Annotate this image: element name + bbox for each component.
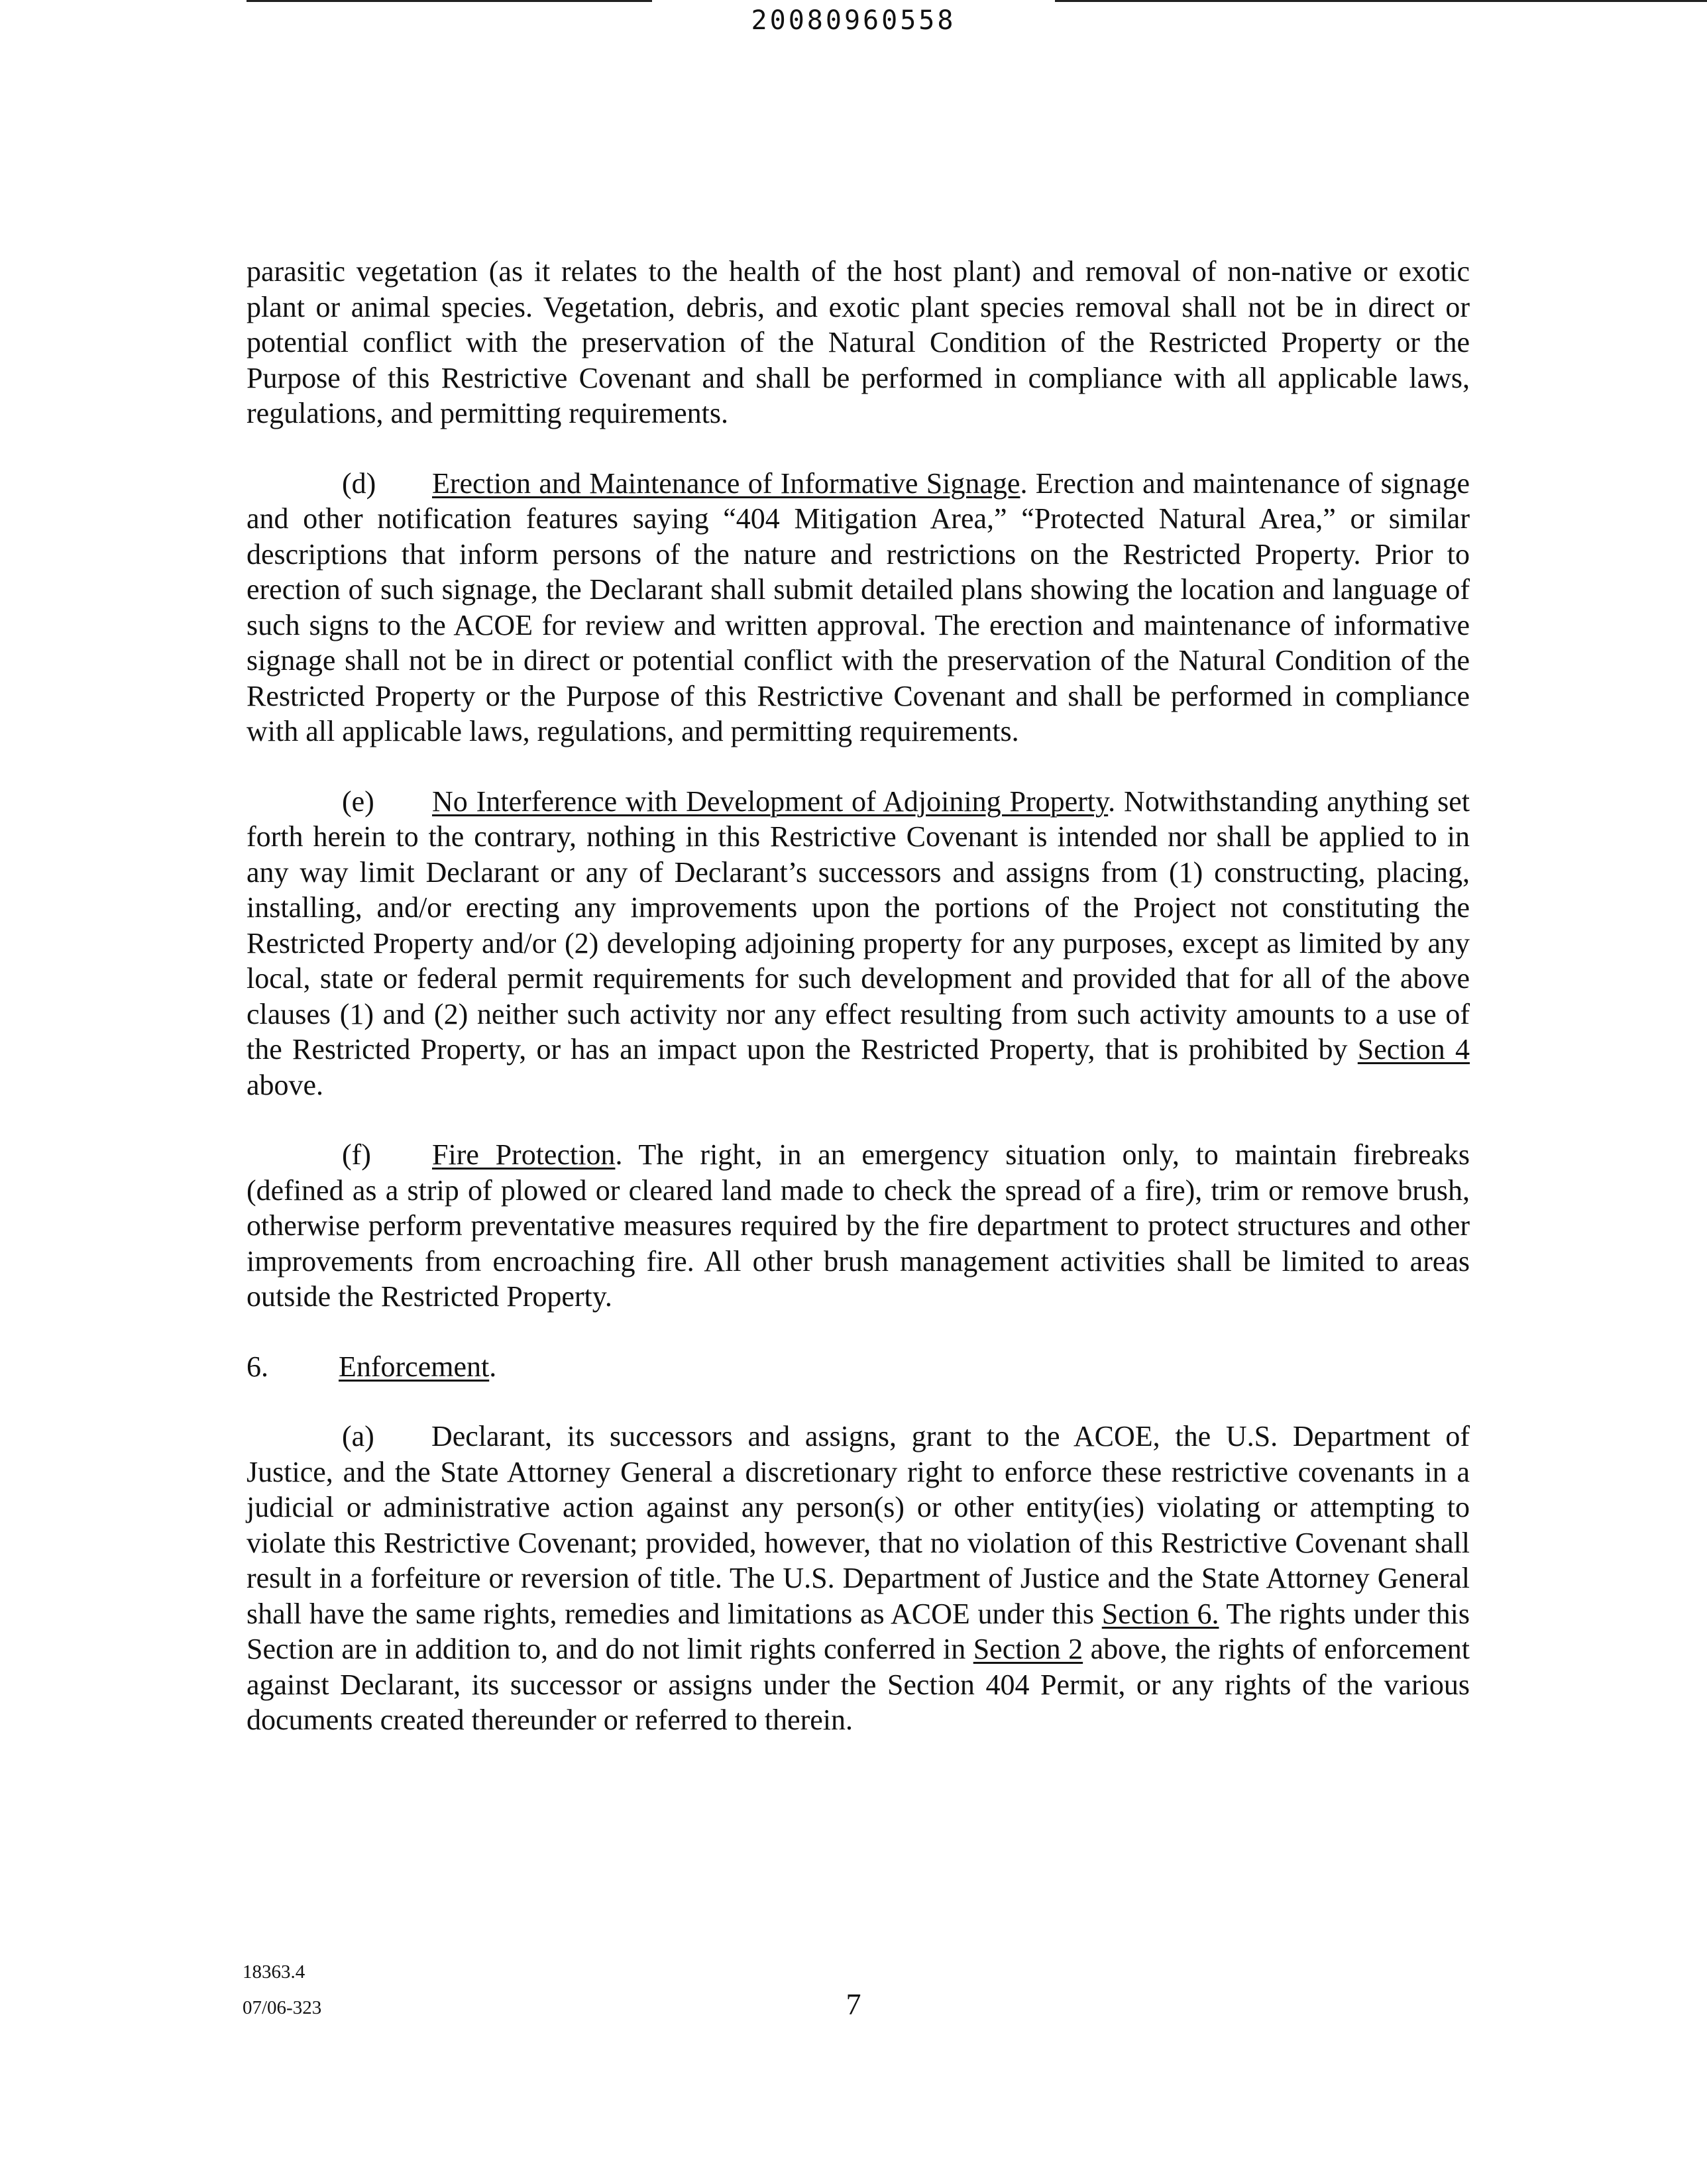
section-6-title: Enforcement	[339, 1350, 490, 1383]
document-body	[247, 254, 1470, 1738]
section-d-label: (d)	[342, 466, 376, 500]
section-6-reference: Section 6.	[1101, 1597, 1219, 1630]
footer-matter-code: 07/06-323	[243, 1997, 322, 2018]
section-e-paragraph	[247, 784, 1470, 1103]
section-6-number: 6.	[247, 1350, 268, 1383]
section-e-title: No Interference with Development of Adjoining Property	[432, 785, 1109, 818]
section-f-title: Fire Protection	[432, 1138, 616, 1171]
section-e-label: (e)	[342, 785, 374, 818]
section-4-reference: Section 4	[1357, 1033, 1470, 1065]
top-rule-right	[1055, 0, 1707, 2]
section-6-period: .	[489, 1350, 497, 1383]
section-f-text: . The right, in an emergency situation only, to maintain firebreaks (defined as a strip of plowed or cleared land made to check the spread of a fire), trim or remove brush, otherwise perform preventative measures required by the fire department to protect structures and other improvements from encroaching fire. All other brush management activities shall be limited to areas outside the Restricted Property.	[247, 1138, 1470, 1313]
section-d-paragraph	[247, 466, 1470, 749]
section-6a-text-2: The rights under this Section are in addition to, and do not limit rights conferred in	[247, 1597, 1470, 1665]
recording-number: 20080960558	[751, 5, 956, 36]
footer-document-code: 18363.4	[243, 1961, 305, 1983]
section-6a-paragraph	[247, 1419, 1470, 1738]
section-6a-text-1: Declarant, its successors and assigns, grant to the ACOE, the U.S. Department of Justice, and the State Attorney General a discretionary right to enforce these restrictive covenants in a judicial or administrative action against any person(s) or other entity(ies) violating or attempting to violate this Restrictive Covenant; provided, however, that no violation of this Restrictive Covenant shall result in a forfeiture or reversion of title. The U.S. Department of Justice and the State Attorney General shall have the same rights, remedies and limitations as ACOE under this	[247, 1420, 1470, 1630]
section-f-paragraph	[247, 1137, 1470, 1315]
section-2-reference: Section 2	[973, 1633, 1083, 1665]
section-e-text-end: above.	[247, 1068, 324, 1101]
section-d-title: Erection and Maintenance of Informative Signage	[432, 466, 1020, 500]
section-6-heading	[247, 1349, 1470, 1385]
section-6a-text-3: above, the rights of enforcement against Declarant, its successor or assigns under the Section 404 Permit, or any rights of the various documents created thereunder or referred to therein.	[247, 1633, 1470, 1736]
section-e-text: . Notwithstanding anything set forth herein to the contrary, nothing in this Restrictive Covenant is intended nor shall be applied to in any way limit Declarant or any of Declarant’s successors and assigns from (1) constructing, placing, installing, and/or erecting any improvements upon the portions of the Project not constituting the Restricted Property and/or (2) developing adjoining property for any purposes, except as limited by any local, state or federal permit requirements for such development and provided that for all of the above clauses (1) and (2) neither such activity nor any effect resulting from such activity amounts to a use of the Restricted Property, or has an impact upon the Restricted Property, that is prohibited by	[247, 785, 1470, 1065]
top-rule-left	[247, 0, 652, 2]
section-f-label: (f)	[342, 1138, 371, 1171]
section-6a-label: (a)	[342, 1420, 374, 1452]
intro-paragraph: parasitic vegetation (as it relates to the health of the host plant) and removal of non-native or exotic plant or animal species. Vegetation, debris, and exotic plant species removal shall not be in direct or potential conflict with the preservation of the Natural Condition of the Restricted Property or the Purpose of this Restrictive Covenant and shall be performed in compliance with all applicable laws, regulations, and permitting requirements.	[247, 255, 1470, 429]
section-d-text: . Erection and maintenance of signage and other notification features saying “404 Mitigation Area,” “Protected Natural Area,” or similar descriptions that inform persons of the nature and restrictions on the Restricted Property. Prior to erection of such signage, the Declarant shall submit detailed plans showing the location and language of such signs to the ACOE for review and written approval. The erection and maintenance of informative signage shall not be in direct or potential conflict with the preservation of the Natural Condition of the Restricted Property or the Purpose of this Restrictive Covenant and shall be performed in compliance with all applicable laws, regulations, and permitting requirements.	[247, 466, 1470, 747]
page-number: 7	[846, 1987, 861, 2021]
